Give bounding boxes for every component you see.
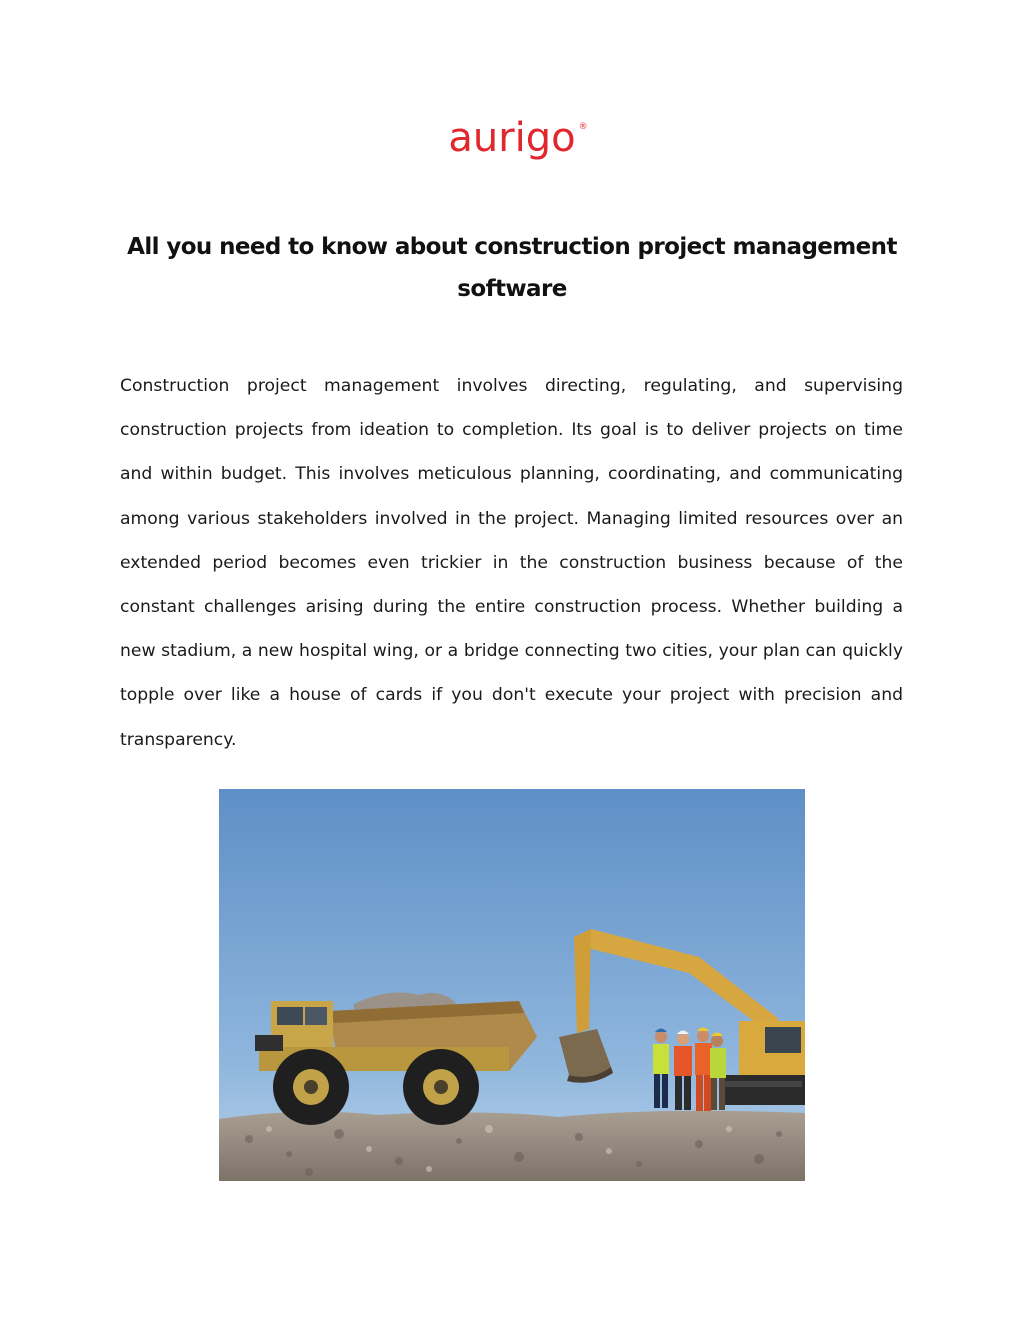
logo-wordmark: aurigo <box>448 115 576 161</box>
aurigo-logo <box>0 115 1024 161</box>
logo-registered-mark: ® <box>578 122 588 132</box>
page-title: All you need to know about construction project management software <box>127 234 897 302</box>
construction-site-photo <box>219 789 805 1181</box>
intro-paragraph: Construction project management involves directing, regulating, and supervising construction projects from ideation to completion. Its goal is to deliver projects on time and within budget. This involves meticulous planning, coordinating, and communicating among various stakeholders involved in the project. Managing limited resources over an extended period becomes even trickier in the construction business because of the constant challenges arising during the entire construction process. Whether building a new stadium, a new hospital wing, or a bridge connecting two cities, your plan can quickly topple over like a house of cards if you don't execute your project with precision and transparency. <box>120 376 903 750</box>
